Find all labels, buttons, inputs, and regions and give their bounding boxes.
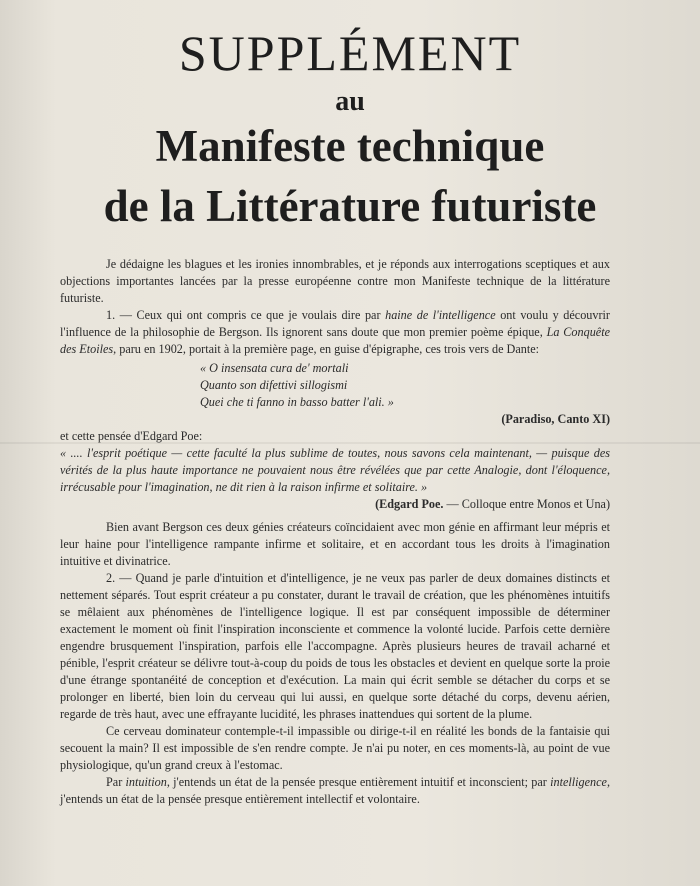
paragraph-bergson: Bien avant Bergson ces deux génies créateurs coïncidaient avec mon génie en affirmant leur mépris et leur haine pour l'intelligence rampante infirme et solitaire, et en accordant tous les droits à l'imagination intuitive et divinatrice.	[60, 520, 610, 568]
verse-line: Quanto son difettivi sillogismi	[200, 378, 348, 392]
title-litterature: de la Littérature futuriste	[103, 181, 597, 231]
title-supplement: SUPPLÉMENT	[178, 25, 522, 81]
verse-source: (Paradiso, Canto XI)	[501, 412, 610, 426]
dante-verse	[200, 360, 610, 411]
poe-source: (Edgard Poe. — Colloque entre Monos et Una)	[375, 497, 610, 511]
paragraph-2: 2. — Quand je parle d'intuition et d'intelligence, je ne veux pas parler de deux domaines distincts et nettement séparés. Tout esprit créateur a pu constater, durant le travail de création, que les phénomènes intuitifs se mêlaient aux phénomènes de l'intelligence logique. Il est par conséquent impossible de déterminer exactement le moment où finit l'inspiration inconsciente et commence la volonté lucide. Parfois cette dernière engendre brusquement l'inspiration, parfois elle l'accompagne. Après plusieurs heures de travail acharné et pénible, l'esprit créateur se délivre tout-à-coup du poids de tous les obstacles et devient en quelque sorte la proie d'une étrange spontanéité de conception et d'exécution. La main qui écrit semble se détacher du corps et se prolonger en liberté, bien loin du cerveau qui lui aussi, en quelque sorte détaché du corps, devenu aérien, regarde de très haut, avec une effrayante lucidité, les phrases inattendues qui sortent de la plume.	[60, 571, 610, 721]
title-au: au	[335, 86, 365, 117]
paragraph-intro: Je dédaigne les blagues et les ironies innombrables, et je réponds aux interrogations sceptiques et aux objections importantes lancées par la presse européenne contre mon Manifeste technique de la littérature futuriste.	[60, 257, 610, 305]
verse-line: Quei che ti fanno in basso batter l'ali. »	[200, 395, 394, 409]
poe-intro: et cette pensée d'Edgard Poe:	[60, 429, 203, 443]
paragraph-3: Ce cerveau dominateur contemple-t-il impassible ou dirige-t-il en réalité les bonds de la fantaisie qui secouent la main? Il est impossible de s'en rendre compte. Je n'ai pu noter, en ces moments-là, au point de vue physiologique, qu'un grand creux à l'estomac.	[60, 724, 610, 772]
paragraph-4: Par intuition, j'entends un état de la pensée presque entièrement intuitif et inconscient; par intelligence, j'entends un état de la pensée presque entièrement intellectif et volontaire.	[60, 775, 610, 806]
document-body	[60, 256, 610, 808]
poe-quote: « .... l'esprit poétique — cette faculté la plus sublime de toutes, nous savons cela maintenant, — puisque des vérités de la plus haute importance ne pouvaient nous être révélées que par cette Analogie, dont l'éloquence, irrécusable pour l'imagination, ne dit rien à la raison infirme et solitaire. »	[60, 446, 610, 494]
title-manifeste: Manifeste technique	[155, 121, 545, 171]
verse-line: « O insensata cura de' mortali	[200, 361, 349, 375]
paragraph-1: 1. — Ceux qui ont compris ce que je voulais dire par haine de l'intelligence ont voulu y découvrir l'influence de la philosophie de Bergson. Ils ignorent sans doute que mon premier poème épique, La Conquête des Etoiles, paru en 1902, portait à la première page, en guise d'épigraphe, ces trois vers de Dante:	[60, 308, 610, 356]
